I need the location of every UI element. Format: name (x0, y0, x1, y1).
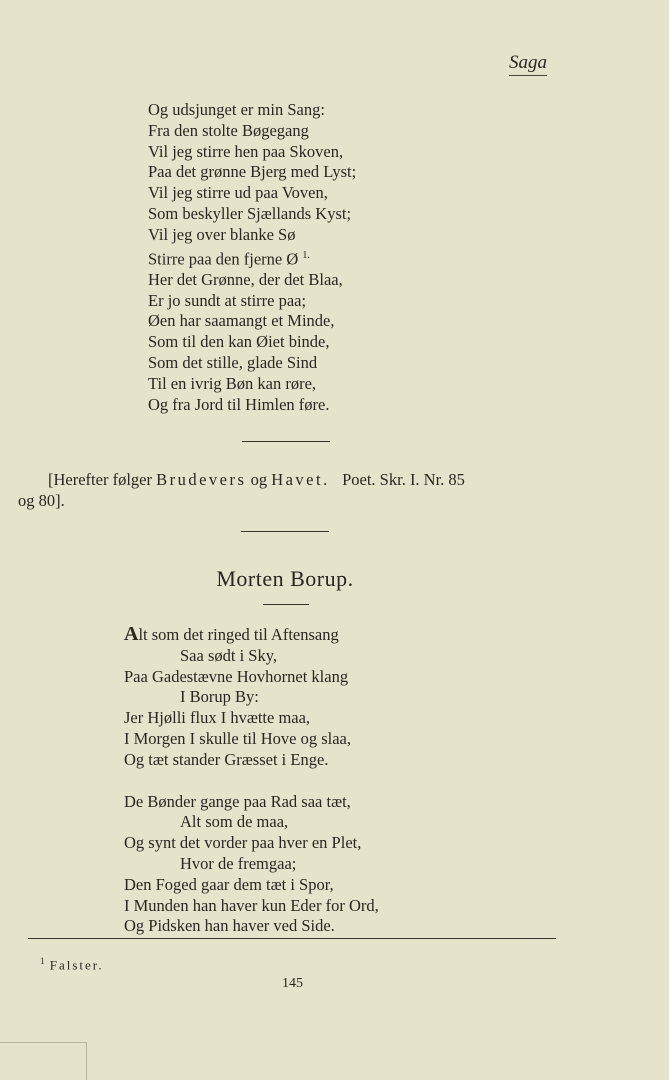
stanza-break (124, 771, 379, 792)
poem-line (124, 624, 379, 646)
poem-line-text: Stirre paa den fjerne Ø (148, 249, 299, 269)
scan-edge-mark (0, 1042, 86, 1043)
poem-line: Til en ivrig Bøn kan røre, (148, 373, 317, 393)
poem-line: I Munden han haver kun Eder for Ord, (124, 895, 379, 915)
poem-line: Øen har saamangt et Minde, (148, 311, 335, 331)
editorial-note (18, 469, 558, 511)
note-text: og (250, 470, 268, 489)
poem-line: Og udsjunget er min Sang: (148, 100, 325, 119)
page-number: 145 (282, 976, 303, 991)
footnote-reference: 1. (302, 249, 310, 261)
note-title: Havet. (271, 470, 330, 489)
note-line: og 80]. (18, 491, 65, 510)
poem-line: I Morgen I skulle til Hove og slaa, (124, 728, 351, 748)
poem-line: Som det stille, glade Sind (148, 353, 318, 373)
poem-line: I Borup By: (180, 687, 259, 707)
poem-line: Paa Gadestævne Hovhornet klang (124, 666, 349, 686)
title-underline (263, 604, 309, 605)
poem-saga-ending (148, 100, 356, 415)
poem-line: Er jo sundt at stirre paa; (148, 290, 307, 310)
poem-line: Paa det grønne Bjerg med Lyst; (148, 162, 357, 182)
drop-cap: A (124, 623, 139, 645)
poem-line: Her det Grønne, der det Blaa, (148, 269, 343, 289)
note-title: Brudevers (156, 470, 247, 489)
poem-line: Hvor de fremgaa; (180, 853, 297, 873)
poem-line (148, 246, 356, 270)
section-divider (241, 531, 329, 532)
footnote-separator (28, 938, 556, 939)
poem-line: Fra den stolte Bøgegang (148, 120, 309, 140)
note-reference: Poet. Skr. I. Nr. 85 (342, 470, 465, 489)
poem-line: Og fra Jord til Himlen føre. (148, 394, 330, 414)
footnote (40, 956, 104, 973)
poem-line: Og synt det vorder paa hver en Plet, (124, 833, 362, 853)
footnote-mark: 1 (40, 956, 45, 966)
poem-morten-borup (124, 624, 379, 937)
poem-line: Vil jeg stirre hen paa Skoven, (148, 141, 344, 161)
poem-line: Som til den kan Øiet binde, (148, 332, 330, 352)
note-line (18, 469, 558, 490)
poem-line: Som beskyller Sjællands Kyst; (148, 203, 352, 223)
note-text: [Herefter følger (48, 470, 152, 489)
section-divider (242, 441, 330, 442)
poem-title: Morten Borup. (216, 566, 354, 591)
footnote-text: Falster. (49, 957, 104, 973)
scan-edge-mark (86, 1042, 87, 1080)
poem-line: Den Foged gaar dem tæt i Spor, (124, 874, 334, 894)
poem-line-text: lt som det ringed til Aftensang (138, 625, 339, 644)
poem-line: Og tæt stander Græsset i Enge. (124, 749, 329, 769)
poem-line: Alt som de maa, (180, 812, 289, 832)
poem-line: Vil jeg stirre ud paa Voven, (148, 183, 328, 203)
poem-line: De Bønder gange paa Rad saa tæt, (124, 791, 351, 811)
poem-line: Og Pidsken han haver ved Side. (124, 916, 335, 936)
running-header: Saga (509, 52, 547, 76)
poem-line: Jer Hjølli flux I hvætte maa, (124, 708, 311, 728)
poem-line: Saa sødt i Sky, (180, 645, 278, 665)
poem-line: Vil jeg over blanke Sø (148, 224, 296, 244)
